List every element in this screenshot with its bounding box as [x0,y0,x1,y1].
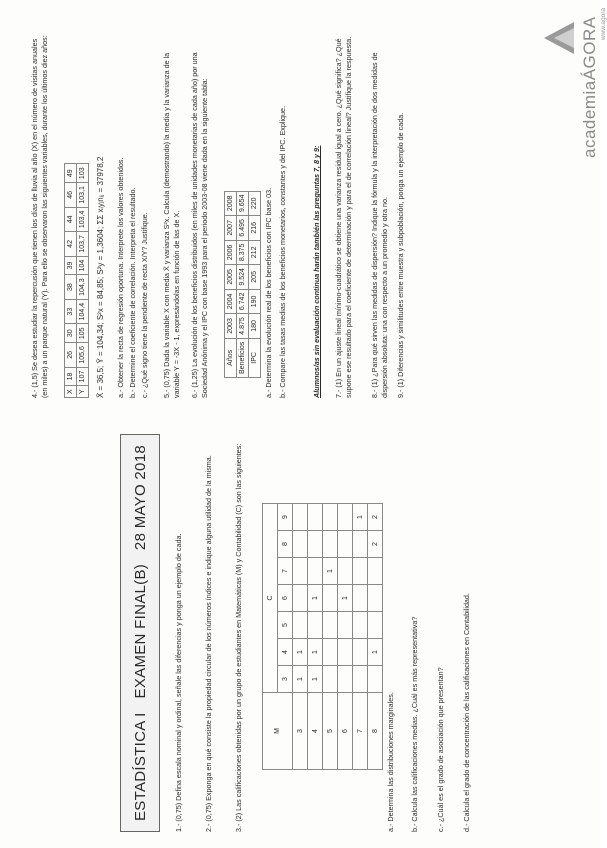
y-value: 104,4 [77,299,89,324]
frequency-cell: 1 [353,504,368,531]
xy-table: X 18 26 30 33 38 39 42 44 46 49 Y 107 105,6 105 104,4 104,3 104 103,7 103,4 103,1 103 [64,163,89,398]
year-header: 2005 [225,265,237,290]
grades-table [262,503,383,770]
m-value: 7 [353,693,368,770]
ipc-value: 205 [249,265,261,290]
frequency-cell [338,666,353,693]
row-header-m: M [263,693,293,770]
y-value: 103 [77,164,89,183]
frequency-cell: 1 [323,558,338,585]
frequency-cell [368,558,383,585]
beneficio-value: 4.875 [237,314,249,339]
frequency-cell: 1 [308,666,323,693]
frequency-cell [293,585,308,612]
question-2: 2.- (0,75) Exponga en qué consiste la propiedad circular de los números índices e indique alguna utilidad de la misma. [204,455,213,832]
y-value: 103,7 [77,232,89,257]
beneficio-value: 6.495 [237,216,249,241]
subject-title: ESTADÍSTICA I [131,712,149,821]
frequency-cell [353,558,368,585]
frequency-cell [308,558,323,585]
frequency-cell [353,585,368,612]
y-value: 103,1 [77,183,89,208]
question-4a: a.- Obtener la recta de regresión oportuna. Interprete los valores obtenidos. [116,157,125,398]
col-header-c: C [263,504,278,693]
frequency-cell [338,531,353,558]
academia-logo [540,8,607,158]
m-value: 6 [338,693,353,770]
frequency-cell [353,666,368,693]
year-header: 2004 [225,289,237,314]
question-6b: b.- Compare las tasas medias de los beneficios monetarios, constantes y del IPC. Explique. [278,105,287,398]
c-value: 8 [278,531,293,558]
question-4c: c.- ¿Qué signo tiene la pendiente de recta X/Y? Justifique. [140,212,149,398]
x-value: 30 [65,324,77,343]
question-5: 5.- (0,75) Dada la variable X con media X̄ y varianza S²x. Calcula (demostrando) la media y la varianza de la variable Y = -3X - 1, expresándolas en función de las de X. [162,52,181,398]
frequency-cell: 1 [338,585,353,612]
note-continuous-eval: Alumnos/as sin evaluación continua harán también las preguntas 7, 8 y 9: [312,145,321,398]
y-value: 105 [77,324,89,343]
frequency-cell [368,612,383,639]
frequency-cell: 1 [308,639,323,666]
frequency-cell [323,504,338,531]
x-value: 46 [65,183,77,208]
ipc-value: 212 [249,240,261,265]
ipc-value: 220 [249,191,261,216]
y-value: 105,6 [77,343,89,368]
y-value: 104 [77,256,89,275]
frequency-cell [353,612,368,639]
c-value: 4 [278,639,293,666]
table-row [293,504,308,770]
frequency-cell [308,531,323,558]
question-7: 7.- (1) En un ajuste lineal mínimo-cuadrático se obtiene una varianza residual igual a cero. ¿Qué significa? ¿Qué supone ese resultado para el coeficiente de determinación y para el de correlación lineal? Justifique la respuesta. [334,36,353,398]
m-value: 4 [308,693,323,770]
ipc-value: 180 [249,314,261,339]
c-value: 3 [278,666,293,693]
exam-header [120,434,160,832]
question-6a: a.- Determina la evolución real de los beneficios con IPC base 03. [264,187,273,398]
frequency-cell [353,639,368,666]
question-4-intro: 4.- (1,5) Se desea estudiar la repercusión que tienen los días de lluvia al año (X) en el número de visitas anuales (en miles) a un parque natural (Y). Para ello se observaron las siguientes variables, durante los últimos diez años: [30,35,49,398]
frequency-cell [323,666,338,693]
year-header: Años [225,338,237,377]
question-1: 1.- (0,75) Defina escala nominal y ordinal, señale las diferencias y ponga un ejemplo de cada. [174,533,183,832]
question-4b: b.- Determine el coeficiente de correlación. Interpreta el resultado. [128,187,137,398]
frequency-cell: 1 [368,639,383,666]
frequency-cell [293,531,308,558]
frequency-cell: 1 [293,639,308,666]
m-value: 5 [323,693,338,770]
frequency-cell [308,504,323,531]
table-row [323,504,338,770]
x-value: 38 [65,275,77,300]
frequency-cell [293,558,308,585]
frequency-cell [353,531,368,558]
exam-title: EXAMEN FINAL(B) [131,563,149,699]
frequency-cell [338,558,353,585]
year-header: 2007 [225,216,237,241]
frequency-cell [323,585,338,612]
benefits-table: Años 2003 2004 2005 2006 2007 2008 Beneficios 4.875 6.742 9.524 8.375 6.495 9.654 IPC 180 190 205 212 216 220 [224,191,261,378]
logo-tagline: www.agora [600,8,607,41]
logo-text: academiaÁGORA [580,16,599,158]
c-value: 9 [278,504,293,531]
frequency-cell: 2 [368,504,383,531]
frequency-cell [368,666,383,693]
y-value: 107 [77,367,89,386]
frequency-cell: 2 [368,531,383,558]
exam-date: 28 MAYO 2018 [131,445,149,551]
table-row [338,504,353,770]
beneficio-value: 6.742 [237,289,249,314]
frequency-cell [338,612,353,639]
beneficio-value: 9.524 [237,265,249,290]
question-9: 9.- (1) Diferencias y similitudes entre muestra y subpoblación, ponga un ejemplo de cada. [396,112,405,398]
x-value: 44 [65,207,77,232]
ipc-value: 216 [249,216,261,241]
frequency-cell [338,504,353,531]
question-3d: d.- Calcula el grado de concentración de las calificaciones en Contabilidad. [462,593,471,832]
question-3b: b.- Calcula las calificaciones medias. ¿Cuál es más representativa? [410,616,419,832]
table-row [353,504,368,770]
x-value: 18 [65,367,77,386]
frequency-cell: 1 [308,585,323,612]
frequency-cell [338,639,353,666]
beneficio-value: 9.654 [237,191,249,216]
y-value: 103,4 [77,207,89,232]
c-value: 6 [278,585,293,612]
question-6-intro: 6.- (1,25) La evolución de los beneficios distribuidos (en miles de unidades monetarias de cada año) por una Sociedad Anónima y el IPC con base 1993 para el periodo 2003-08 viene dada en la siguiente tabla: [190,52,209,398]
ipc-value: 190 [249,289,261,314]
year-header: 2003 [225,314,237,339]
frequency-cell [308,612,323,639]
question-8: 8.- (1) ¿Para qué sirven las medidas de dispersión? Indique la fórmula y la interpretación de dos medidas de dispersión absoluta: una con respecto a un promedio y otra no. [370,52,389,398]
x-value: 33 [65,299,77,324]
frequency-cell [293,612,308,639]
c-value: 5 [278,612,293,639]
y-value: 104,3 [77,275,89,300]
question-3c: c.- ¿Cuál es el grado de asociación que presentan? [436,667,445,832]
x-value: 42 [65,232,77,257]
frequency-cell [323,639,338,666]
question-3-intro: 3.- (2) Las calificaciones obtenidas por un grupo de estudiantes en Matemáticas (M) y Contabilidad (C) son las siguientes: [234,443,243,832]
x-value: 26 [65,343,77,368]
question-4-stats: X̄ = 36,5; Ȳ = 104,34; S²x = 84,85; S²y = 1,3604; ΣΣ xᵢyⱼnᵢⱼ = 37978,2 [96,156,105,398]
c-value: 7 [278,558,293,585]
logo-mark-icon [540,18,580,58]
frequency-cell [323,612,338,639]
m-value: 3 [293,693,308,770]
year-header: 2008 [225,191,237,216]
frequency-cell [293,504,308,531]
m-value: 8 [368,693,383,770]
frequency-cell [368,585,383,612]
table-row [368,504,383,770]
year-header: 2006 [225,240,237,265]
x-value: 39 [65,256,77,275]
frequency-cell: 1 [293,666,308,693]
question-3a: a.- Determina las distribuciones marginales. [386,692,395,832]
x-value: 49 [65,164,77,183]
beneficio-value: 8.375 [237,240,249,265]
frequency-cell [323,531,338,558]
table-row [308,504,323,770]
